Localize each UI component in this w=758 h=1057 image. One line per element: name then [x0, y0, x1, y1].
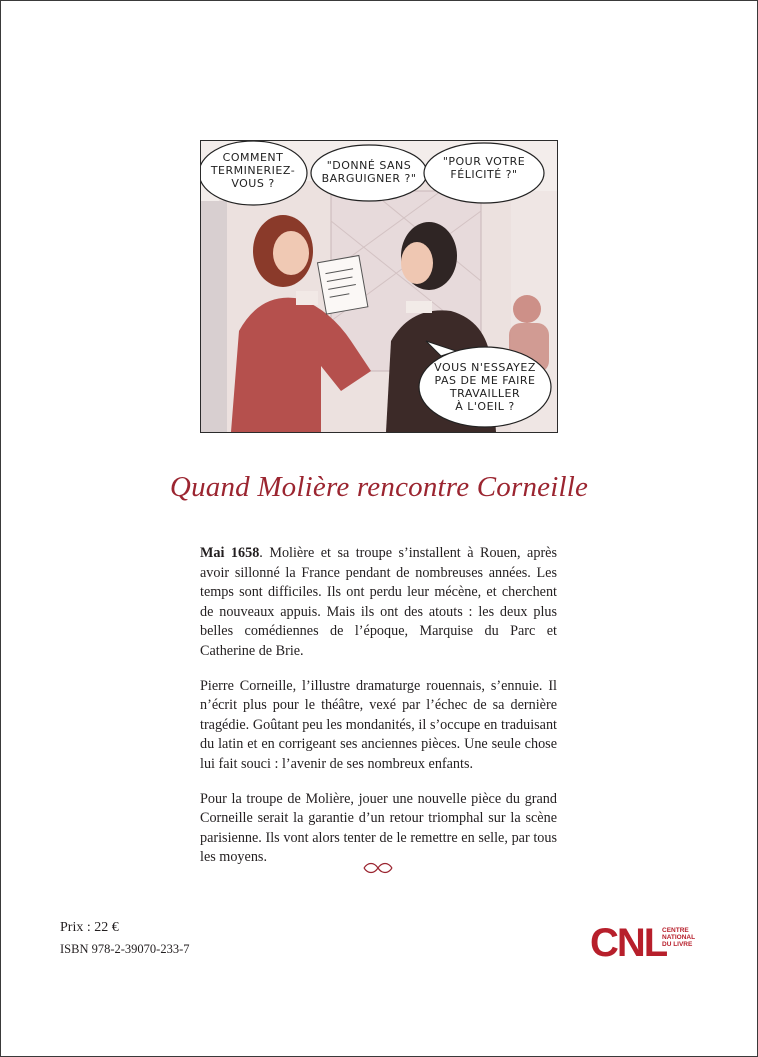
speech-bubble-3: "POUR VOTRE FÉLICITÉ ?"	[442, 155, 526, 181]
cnl-logo-subtitle: CENTRE NATIONAL DU LIVRE	[662, 927, 696, 948]
speech-bubble-4: VOUS N'ESSAYEZ PAS DE ME FAIRE TRAVAILLER À L'OEIL ?	[434, 361, 536, 413]
summary-text	[200, 544, 557, 883]
paragraph-1-text: . Molière et sa troupe s’installent à Rouen, après avoir sillonné la France pendant de nombreuses années. Les temps sont difficiles. Ils ont perdu leur mécène, et cherchent de nouveaux appuis. Mais ils ont des atouts : les deux plus belles comédiennes de l’époque, Marquise du Parc et Catherine de Brie.	[200, 545, 557, 659]
paragraph-3: Pour la troupe de Molière, jouer une nouvelle pièce du grand Corneille serait la garantie d’un retour triomphal sur la scène parisienne. Ils vont alors tenter de le remettre en selle, par tous les moyens.	[200, 790, 557, 866]
paragraph-2: Pierre Corneille, l’illustre dramaturge rouennais, s’ennuie. Il n’écrit plus pour le théâtre, vexé par l’échec de sa dernière tragédie. Goûtant peu les mondanités, il s’occupe en traduisant du latin et en corrigeant ses anciennes pièces. Une seule chose lui fait souci : l’avenir de ses nombreux enfants.	[200, 677, 557, 772]
speech-bubble-1: COMMENT TERMINERIEZ- VOUS ?	[210, 151, 296, 190]
comic-panel	[200, 140, 558, 433]
cnl-logo	[590, 923, 694, 969]
isbn-label: ISBN 978-2-39070-233-7	[60, 942, 190, 956]
flourish-ornament-icon	[362, 860, 394, 876]
price-label: Prix : 22 €	[60, 920, 119, 935]
speech-bubble-2: "DONNÉ SANS BARGUIGNER ?"	[321, 159, 417, 185]
cnl-logo-letters: CNL	[590, 921, 667, 965]
paragraph-1	[200, 544, 557, 662]
date-lead: Mai 1658	[200, 545, 260, 561]
book-title: Quand Molière rencontre Corneille	[169, 471, 589, 503]
